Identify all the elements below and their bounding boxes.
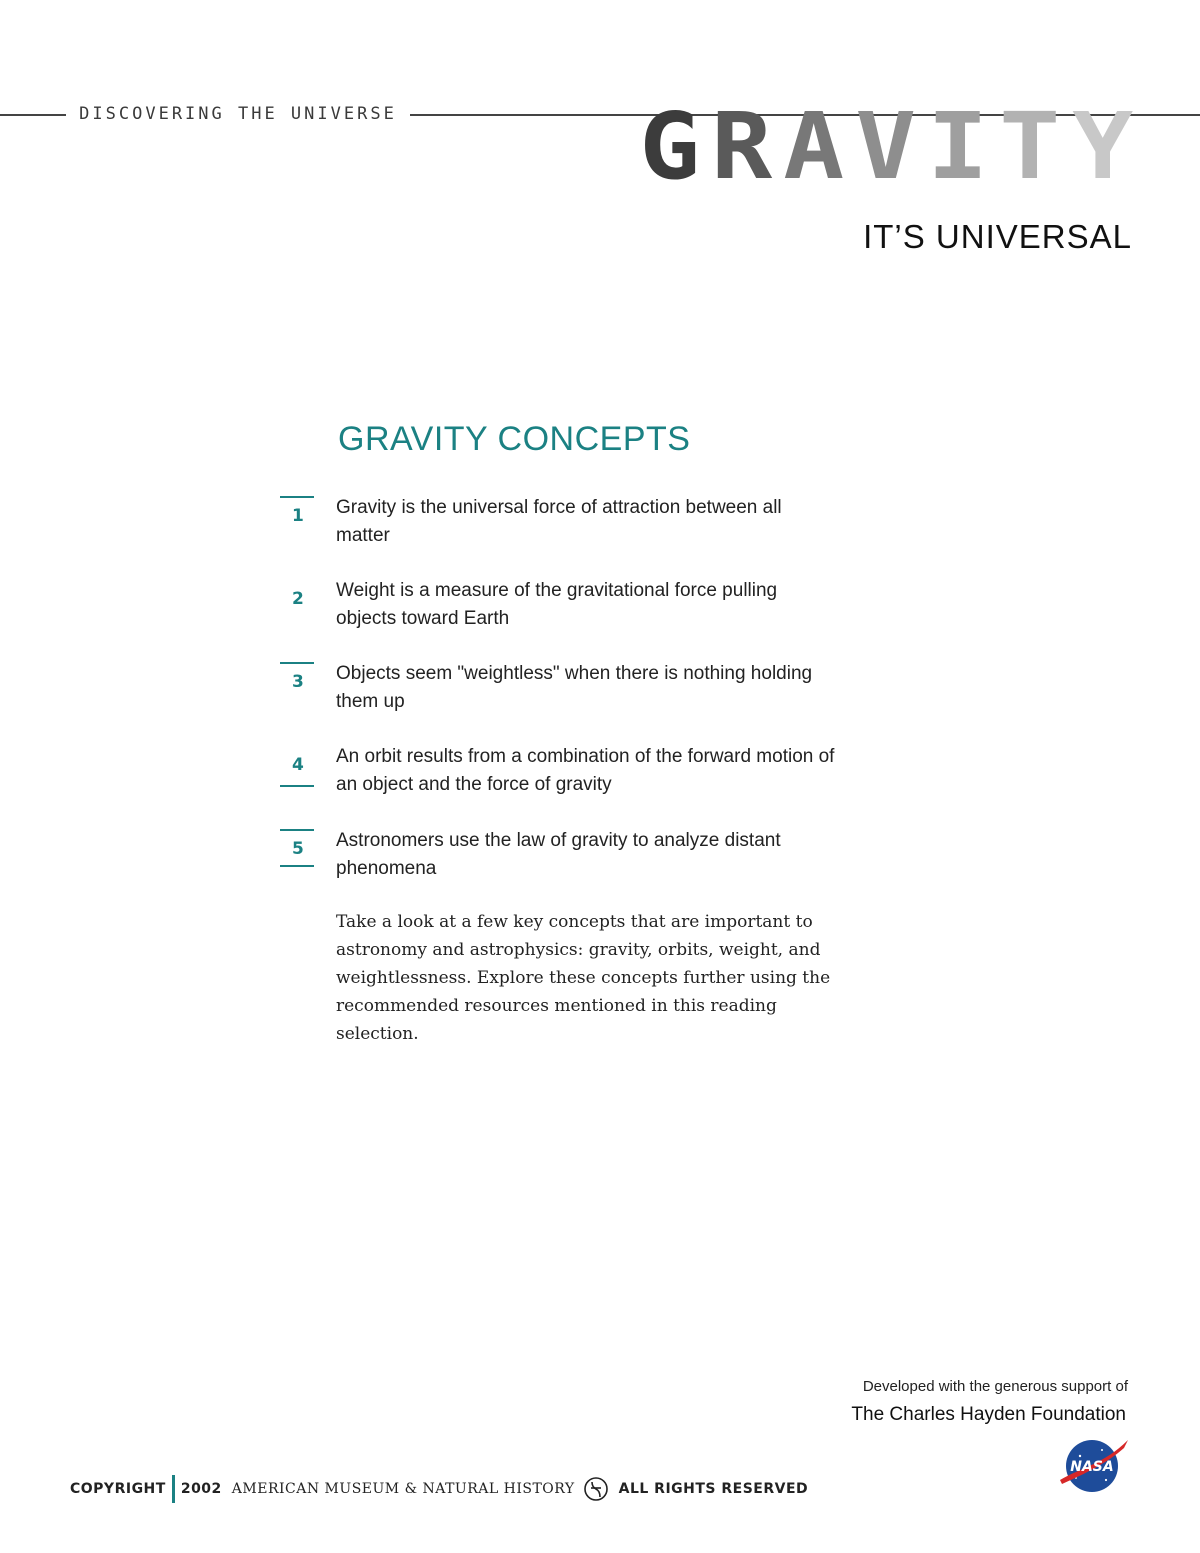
tagline: IT’S UNIVERSAL bbox=[863, 218, 1132, 255]
concept-text: Astronomers use the law of gravity to analyze distant phenomena bbox=[336, 830, 781, 879]
logo-letter: Y bbox=[1071, 93, 1133, 200]
number-rule-top bbox=[280, 829, 314, 831]
concept-number bbox=[280, 829, 316, 885]
series-title: DISCOVERING THE UNIVERSE bbox=[79, 104, 397, 124]
foundation-name: The Charles Hayden Foundation bbox=[851, 1404, 1126, 1425]
concept-text: Weight is a measure of the gravitational force pulling objects toward Earth bbox=[336, 580, 778, 629]
footer-divider bbox=[172, 1475, 175, 1503]
intro-paragraph: Take a look at a few key concepts that are important to astronomy and astrophysics: gravity, orbits, weight, and weightlessness. Explore these concepts further using the recommended resources mentioned in this reading selection. bbox=[336, 912, 831, 1044]
concept-text: An orbit results from a combination of the forward motion of an object and the force of gravity bbox=[336, 746, 835, 795]
logo-letter: R bbox=[711, 93, 773, 200]
nasa-wordmark: NASA bbox=[1070, 1459, 1114, 1475]
concept-item bbox=[280, 662, 840, 718]
logo-letter: I bbox=[927, 93, 989, 200]
number-rule-bottom bbox=[280, 865, 314, 867]
footer-rights: ALL RIGHTS RESERVED bbox=[618, 1481, 809, 1497]
logo-letter: V bbox=[855, 93, 917, 200]
concept-number bbox=[280, 579, 316, 635]
amnh-logo-icon bbox=[583, 1476, 609, 1502]
concept-number-digit: 4 bbox=[292, 755, 304, 775]
nasa-logo-icon bbox=[1058, 1434, 1130, 1496]
concept-number-digit: 1 bbox=[292, 506, 304, 526]
concept-item bbox=[280, 829, 840, 885]
concept-number bbox=[280, 496, 316, 552]
concept-number-digit: 5 bbox=[292, 839, 304, 859]
concept-item bbox=[280, 745, 840, 801]
number-rule-top bbox=[280, 496, 314, 498]
support-line: Developed with the generous support of bbox=[862, 1378, 1128, 1395]
concept-text: Gravity is the universal force of attraction between all matter bbox=[336, 497, 782, 546]
footer-copyright: COPYRIGHT bbox=[70, 1481, 166, 1497]
footer-museum: AMERICAN MUSEUM & NATURAL HISTORY bbox=[231, 1481, 575, 1497]
concept-number bbox=[280, 745, 316, 801]
concept-number-digit: 3 bbox=[292, 672, 304, 692]
gravity-logo bbox=[639, 93, 1133, 200]
concept-number-digit: 2 bbox=[292, 589, 304, 609]
header-rule-left bbox=[0, 114, 66, 116]
section-title: GRAVITY CONCEPTS bbox=[338, 420, 691, 458]
number-rule-top bbox=[280, 662, 314, 664]
concept-number bbox=[280, 662, 316, 718]
number-rule-bottom bbox=[280, 785, 314, 787]
concept-text: Objects seem "weightless" when there is nothing holding them up bbox=[336, 663, 813, 712]
footer bbox=[70, 1474, 808, 1504]
logo-letter: A bbox=[783, 93, 845, 200]
logo-letter: G bbox=[639, 93, 701, 200]
concept-item bbox=[280, 496, 840, 552]
concept-item bbox=[280, 579, 840, 635]
logo-letter: T bbox=[999, 93, 1061, 200]
footer-year: 2002 bbox=[180, 1481, 222, 1497]
